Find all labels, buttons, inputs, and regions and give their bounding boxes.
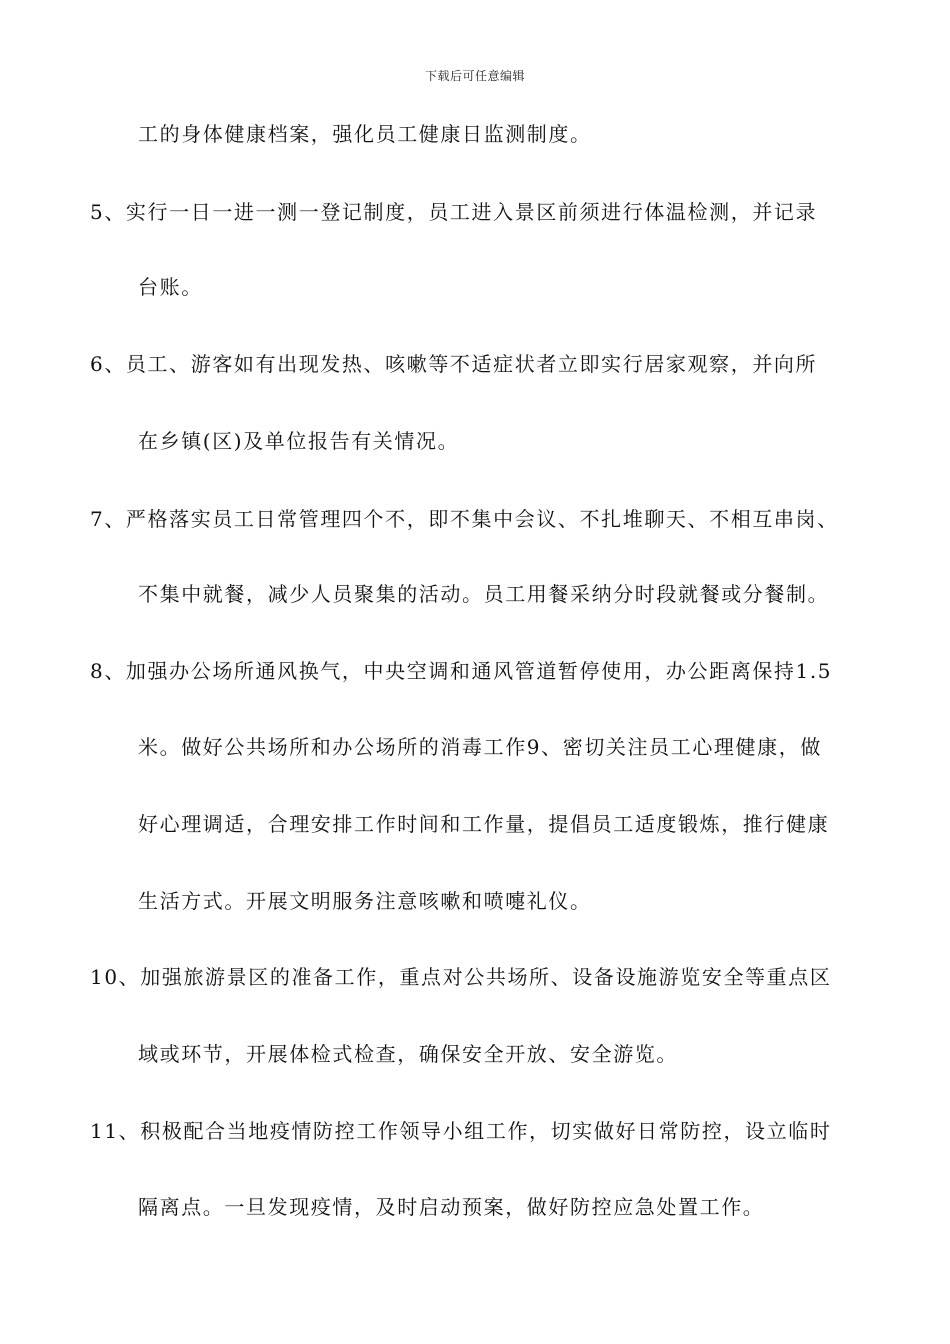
list-item-8-line-4: 生活方式。开展文明服务注意咳嗽和喷嚏礼仪。 [138,889,592,913]
page-header-note: 下载后可任意编辑 [424,69,525,83]
list-item-11-line-1: 11、积极配合当地疫情防控工作领导小组工作，切实做好日常防控，设立临时 [90,1119,832,1143]
list-item-11-line-2: 隔离点。一旦发现疫情，及时启动预案，做好防控应急处置工作。 [138,1195,765,1219]
list-item-6-line-1: 6、员工、游客如有出现发热、咳嗽等不适症状者立即实行居家观察，并向所 [90,352,818,376]
list-item-7-line-2: 不集中就餐，减少人员聚集的活动。员工用餐采纳分时段就餐或分餐制。 [138,582,830,606]
list-item-6-line-2: 在乡镇(区)及单位报告有关情况。 [138,429,460,453]
list-item-7-line-1: 7、严格落实员工日常管理四个不，即不集中会议、不扎堆聊天、不相互串岗、 [90,507,839,531]
list-item-8-line-1: 8、加强办公场所通风换气，中央空调和通风管道暂停使用，办公距离保持1.5 [90,659,833,683]
list-item-10-line-1: 10、加强旅游景区的准备工作，重点对公共场所、设备设施游览安全等重点区 [90,965,832,989]
list-item-5-line-1: 5、实行一日一进一测一登记制度，员工进入景区前须进行体温检测，并记录 [90,200,818,224]
list-item-8-line-3: 好心理调适，合理安排工作时间和工作量，提倡员工适度锻炼，推行健康 [138,812,830,836]
list-item-10-line-2: 域或环节，开展体检式检查，确保安全开放、安全游览。 [138,1042,678,1066]
list-item-8-line-2: 米。做好公共场所和办公场所的消毒工作9、密切关注员工心理健康，做 [138,735,822,759]
list-item-5-line-2: 台账。 [138,275,203,299]
text-line: 工的身体健康档案，强化员工健康日监测制度。 [138,122,592,146]
